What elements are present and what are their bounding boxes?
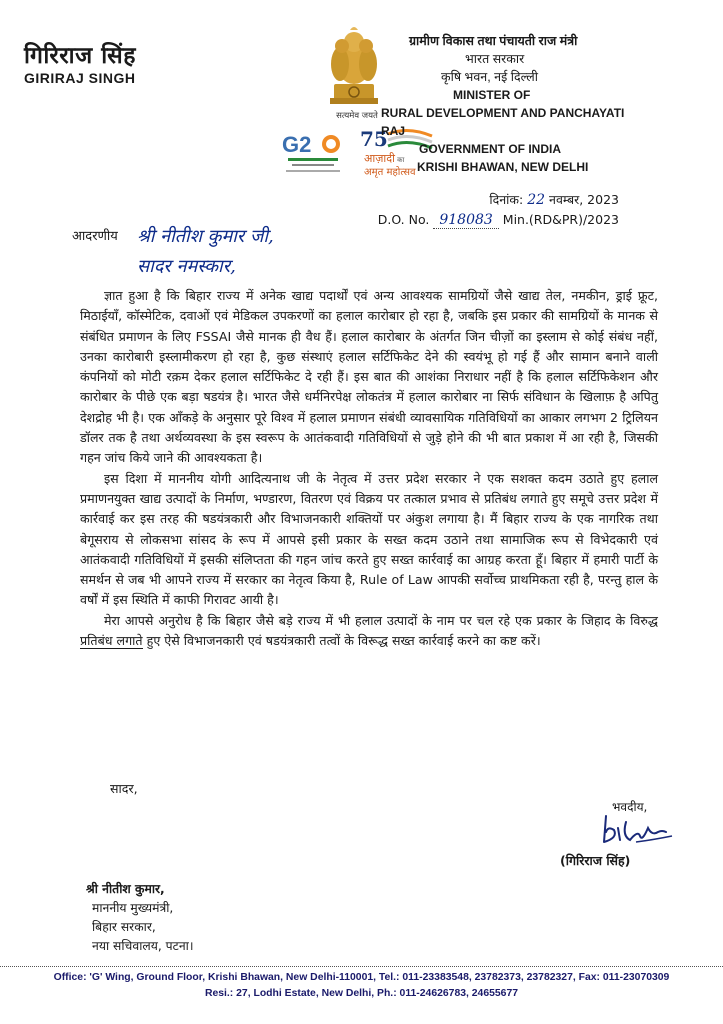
letter-body — [80, 286, 658, 651]
paragraph-1: ज्ञात हुआ है कि बिहार राज्य में अनेक खाद्य पदार्थों एवं अन्य आवश्यक सामग्रियों जैसे खाद्य तेल, नमकीन, ड्राई फ्रूट, मिठाईयाँ, कॉस्मेटिक, दवाओं एवं मेडिकल उपकरणों का हलाल कारोबार हो रहा है, जबकि इस प्रकार की सामग्रियों के मानक से संबंधित प्रमाणन के लिए FSSAI जैसे मानक ही वैध हैं। हलाल कारोबार के अंतर्गत जिन चीज़ों का इस्लाम से कोई संबंध नहीं, उनका कारोबारी इस्लामीकरण हो रहा है, कुछ संस्थाएं हलाल सर्टिफिकेट देने की स्वयंभू हो गई हैं और सामान बनाने वाली कंपनियों को मोटी रक़म देकर हलाल सर्टिफिकेट दे रही हैं। इस बात की आशंका निराधार नहीं है कि हलाल सर्टिफिकेशन और कारोबार के पीछे एक बड़ा षडयंत्र है। भारत जैसे धर्मनिरपेक्ष लोकतंत्र में हलाल कारोबार ना सिर्फ संविधान के खिलाफ़ है अपितु देशद्रोह भी है। एक आँकड़े के अनुसार पूरे विश्व में हलाल प्रमाणन संबंधी व्यावसायिक गतिविधियों का आकार लगभग 2 ट्रिलियन डॉलर तक है तथा अर्थव्यवस्था के इस स्वरूप के आतंकवादी गतिविधियों से जुड़े होने की भी बात प्रकाश में आ रही है, जिसकी गहन जांच किये जाने की आवश्यकता है। — [80, 288, 658, 466]
national-emblem-icon — [320, 22, 388, 112]
footer-residence-address: Resi.: 27, Lodhi Estate, New Delhi, Ph.: 011-24626783, 24655677 — [204, 988, 519, 999]
signature — [600, 812, 680, 846]
do-label: D.O. No. — [377, 212, 430, 227]
recipient-address — [86, 880, 194, 956]
recipient-name: श्री नीतीश कुमार, — [86, 882, 165, 896]
office-en-line2: RURAL DEVELOPMENT AND PANCHAYATI RAJ — [381, 106, 625, 138]
footer-divider — [0, 966, 723, 967]
office-hi-line2: भारत सरकार — [465, 52, 525, 66]
office-en-line1: MINISTER OF — [453, 88, 531, 102]
svg-text:75: 75 — [360, 127, 388, 151]
salutation-label: आदरणीय — [72, 229, 118, 244]
paragraph-3 — [80, 611, 658, 652]
date-label: दिनांक: — [489, 192, 524, 207]
do-number: 918083 — [433, 212, 498, 229]
g20-logo — [278, 128, 348, 178]
do-row — [378, 210, 619, 230]
svg-text:अमृत महोत्सव: अमृत महोत्सव — [364, 167, 416, 178]
closing-saadar: सादर, — [110, 781, 138, 796]
office-hi-line3: कृषि भवन, नई दिल्ली — [441, 70, 538, 84]
date-day: 22 — [527, 192, 546, 208]
handwritten-greeting: सादर नमस्कार, — [137, 256, 236, 277]
sender-name-hindi: गिरिराज सिंह — [24, 43, 136, 69]
emblem-motto: सत्यमेव जयते — [336, 111, 378, 121]
paragraph-2: इस दिशा में माननीय योगी आदित्यनाथ जी के नेतृत्व में उत्तर प्रदेश सरकार ने एक सशक्त कदम उठाते हुए हलाल प्रमाणनयुक्त खाद्य उत्पादों के निर्माण, भण्डारण, वितरण एवं विक्रय पर तत्काल प्रभाव से प्रतिबंध लगाते हुए समूचे उत्तर प्रदेश में कार्रवाई कर इस तरह की षडयंत्रकारी और विभाजनकारी शक्तियों पर अंकुश लगाया है। मैं बिहार राज्य के एक नागरिक तथा बेगूसराय से लोकसभा सांसद के रूप में आपसे इसी प्रकार के सख्त कदम उठाने तथा सामाजिक रूप से विभेदकारी एवं आतंकवादी गतिविधियों में इसकी संलिप्तता की गहन जांच करते हुए सख्त कार्रवाई का आग्रह करता हूँ। बिहार में हमारी पार्टी के समर्थन से जब भी आपने राज्य में सरकार का नेतृत्व किया है, Rule of Law आपकी सर्वोच्च प्राथमिकता रही है, परन्तु हाल के वर्षों में इस स्थिति में काफी गिरावट आयी है। — [80, 470, 658, 608]
closing-bhavdiya: भवदीय, — [612, 800, 648, 814]
signatory-name: (गिरिराज सिंह) — [560, 853, 631, 868]
recipient-location: नया सचिवालय, पटना। — [92, 939, 194, 953]
footer-office-address: Office: 'G' Wing, Ground Floor, Krishi Bhawan, New Delhi-110001, Tel.: 011-23383548, 23782373, 23782327, Fax: 011-23070309 — [53, 972, 670, 983]
svg-text:आज़ादी का: आज़ादी का — [364, 152, 405, 165]
paragraph-3-part-a: मेरा आपसे अनुरोध है कि बिहार जैसे बड़े राज्य में भी हलाल उत्पादों के नाम पर चल रहे एक प्रकार के जिहाद के विरुद्ध — [104, 612, 658, 628]
office-hi-line1: ग्रामीण विकास तथा पंचायती राज मंत्री — [409, 34, 578, 48]
paragraph-3-underlined: प्रतिबंध लगाते — [80, 633, 143, 649]
handwritten-salutation — [137, 222, 274, 282]
date-row — [378, 190, 619, 210]
office-en-line3: GOVERNMENT OF INDIA — [419, 142, 562, 156]
office-en-line4: KRISHI BHAWAN, NEW DELHI — [417, 160, 589, 174]
paragraph-3-part-b: हुए ऐसे विभाजनकारी एवं षडयंत्रकारी तत्वों के विरूद्ध सख्त कार्रवाई करने का कष्ट करें। — [142, 633, 541, 649]
date-rest: नवम्बर, 2023 — [549, 192, 619, 207]
recipient-government: बिहार सरकार, — [92, 920, 156, 934]
svg-text:G2: G2 — [282, 132, 312, 157]
sender-name-english: GIRIRAJ SINGH — [24, 70, 136, 86]
dateline — [378, 190, 619, 230]
footer — [0, 970, 723, 1002]
do-suffix: Min.(RD&PR)/2023 — [502, 212, 619, 227]
recipient-designation: माननीय मुख्यमंत्री, — [92, 901, 174, 915]
handwritten-addressee: श्री नीतीश कुमार जी, — [137, 226, 274, 247]
